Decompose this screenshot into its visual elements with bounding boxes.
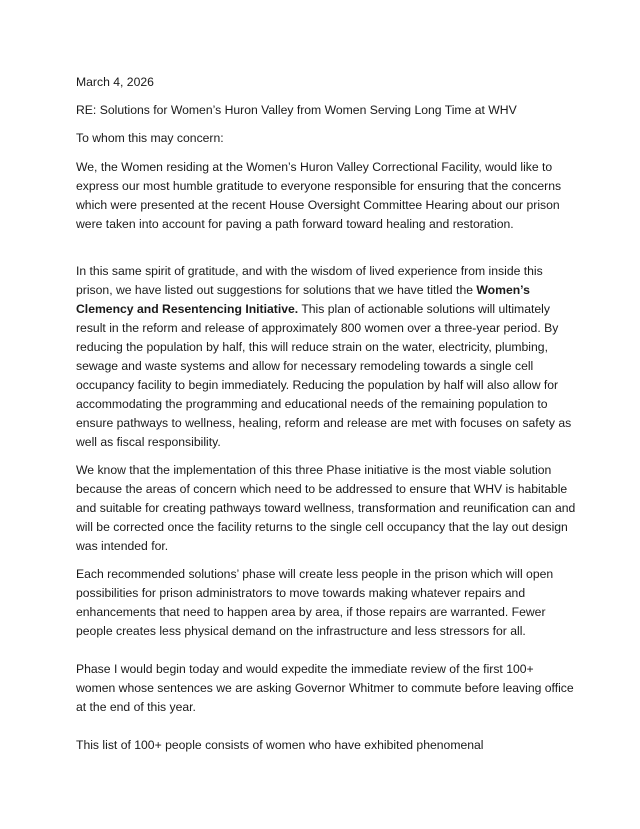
- paragraph-list-intro: This list of 100+ people consists of women who have exhibited phenomenal: [76, 738, 484, 752]
- letter-body: [76, 73, 576, 764]
- letter-date: March 4, 2026: [76, 75, 154, 89]
- paragraph-three-phase: We know that the implementation of this three Phase initiative is the most viable solution because the areas of concern which need to be addressed to ensure that WHV is habitable and suitable for creating pathways toward wellness, transformation and reunification can and will be corrected once the facility returns to the single cell occupancy that the lay out design was intended for.: [76, 463, 576, 553]
- paragraph-gratitude: We, the Women residing at the Women’s Huron Valley Correctional Facility, would like to express our most humble gratitude to everyone responsible for ensuring that the concerns which were presented at the recent House Oversight Committee Hearing about our prison were taken into account for paving a path forward toward healing and restoration.: [76, 160, 562, 231]
- initiative-title: Women’s Clemency and Resentencing Initiative.: [76, 283, 530, 316]
- paragraph-initiative: [76, 262, 576, 452]
- subject-line: RE: Solutions for Women’s Huron Valley from Women Serving Long Time at WHV: [76, 103, 517, 117]
- salutation: To whom this may concern:: [76, 131, 224, 145]
- paragraph-phase-one: Phase I would begin today and would expedite the immediate review of the first 100+ women whose sentences we are asking Governor Whitmer to commute before leaving office at the end of this year.: [76, 662, 574, 714]
- paragraph-initiative-details: This plan of actionable solutions will ultimately result in the reform and release of approximately 800 women over a three-year period. By reducing the population by half, this will reduce strain on the water, electricity, plumbing, sewage and waste systems and allow for necessary remodeling towards a single cell occupancy facility to begin immediately. Reducing the population by half will also allow for accommodating the programming and educational needs of the remaining population to ensure pathways to wellness, healing, reform and release are met with focuses on safety as well as fiscal responsibility.: [76, 302, 572, 449]
- paragraph-phase-repairs: Each recommended solutions’ phase will create less people in the prison which will open possibilities for prison administrators to move towards making whatever repairs and enhancements that need to happen area by area, if those repairs are warranted. Fewer people creates less physical demand on the infrastructure and less stressors for all.: [76, 567, 554, 638]
- paragraph-initiative-intro: In this same spirit of gratitude, and with the wisdom of lived experience from inside this prison, we have listed out suggestions for solutions that we have titled the: [76, 264, 543, 297]
